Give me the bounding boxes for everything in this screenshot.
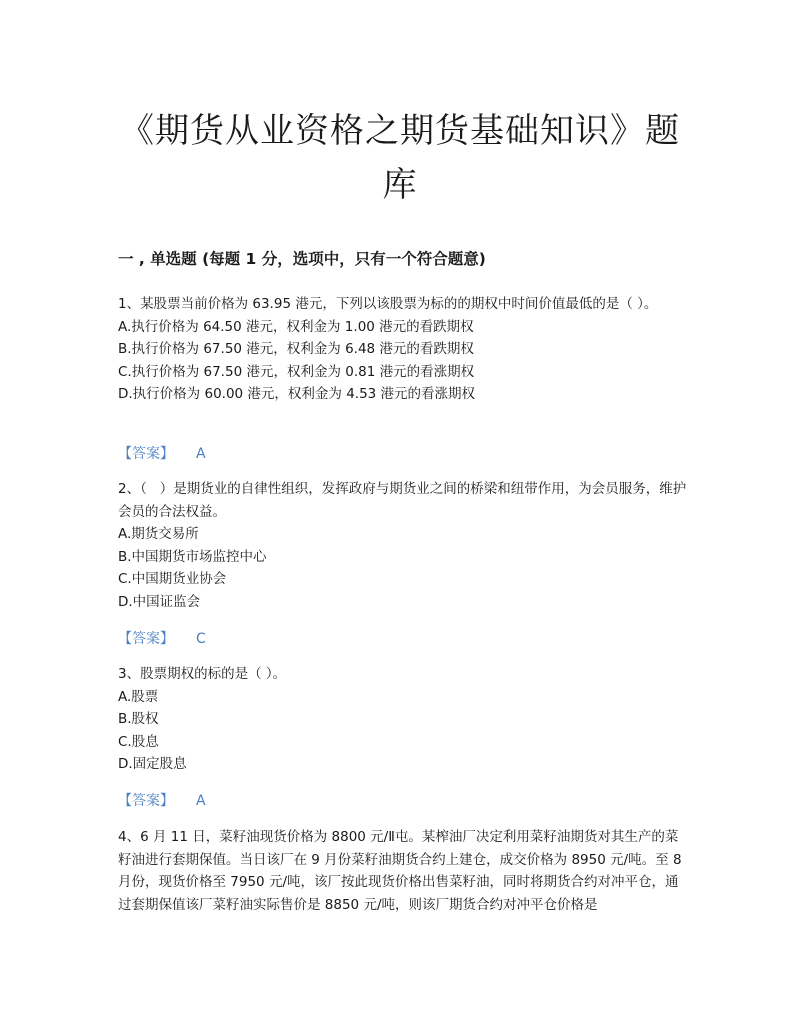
answer-value: A <box>196 446 206 462</box>
section-heading: 一 , 单选题 (每题 1 分，选项中，只有一个符合题意) <box>118 250 486 268</box>
answer-value: A <box>196 793 206 809</box>
option-a: A.期货交易所 <box>118 526 199 542</box>
answer-1 <box>118 443 206 463</box>
option-b: B.股权 <box>118 711 159 727</box>
question-2 <box>118 478 688 613</box>
document-title: 《期货从业资格之期货基础知识》题库 <box>120 111 680 205</box>
answer-value: C <box>196 631 206 647</box>
option-c: C.股息 <box>118 733 159 750</box>
question-stem: 3、股票期权的标的是（ ）。 <box>118 666 287 682</box>
question-stem: 1、某股票当前价格为 63.95 港元，下列以该股票为标的的期权中时间价值最低的是（ ）。 <box>118 296 658 312</box>
option-d: D.中国证监会 <box>118 593 201 610</box>
answer-label: 【答案】 <box>118 631 174 647</box>
question-4 <box>118 826 688 916</box>
option-b: B.中国期货市场监控中心 <box>118 548 267 565</box>
question-1 <box>118 293 688 406</box>
answer-label: 【答案】 <box>118 446 174 462</box>
option-a: A.股票 <box>118 688 159 705</box>
question-stem: 2、（ ）是期货业的自律性组织，发挥政府与期货业之间的桥梁和纽带作用，为会员服务，维护会员的合法权益。 <box>118 481 687 520</box>
question-stem: 4、6 月 11 日，菜籽油现货价格为 8800 元/Ⅱ屯。某榨油厂决定利用菜籽油期货对其生产的菜籽油进行套期保值。当日该厂在 9 月份菜籽油期货合约上建仓，成交价格为 8950 元/吨。至 8 月份，现货价格至 7950 元/吨，该厂按此现货价格出售菜籽油，同时将期货合约对冲平仓，通过套期保值该厂菜籽油实际售价是 8850 元/吨，则该厂期货合约对冲平仓价格是 <box>118 829 686 913</box>
answer-3 <box>118 790 206 810</box>
option-d: D.执行价格为 60.00 港元，权利金为 4.53 港元的看涨期权 <box>118 386 476 402</box>
option-b: B.执行价格为 67.50 港元，权利金为 6.48 港元的看跌期权 <box>118 341 474 357</box>
question-3 <box>118 663 688 776</box>
answer-label: 【答案】 <box>118 793 174 809</box>
option-a: A.执行价格为 64.50 港元，权利金为 1.00 港元的看跌期权 <box>118 318 474 335</box>
option-c: C.中国期货业协会 <box>118 571 227 587</box>
option-d: D.固定股息 <box>118 756 187 772</box>
answer-2 <box>118 628 206 648</box>
option-c: C.执行价格为 67.50 港元，权利金为 0.81 港元的看涨期权 <box>118 363 475 380</box>
